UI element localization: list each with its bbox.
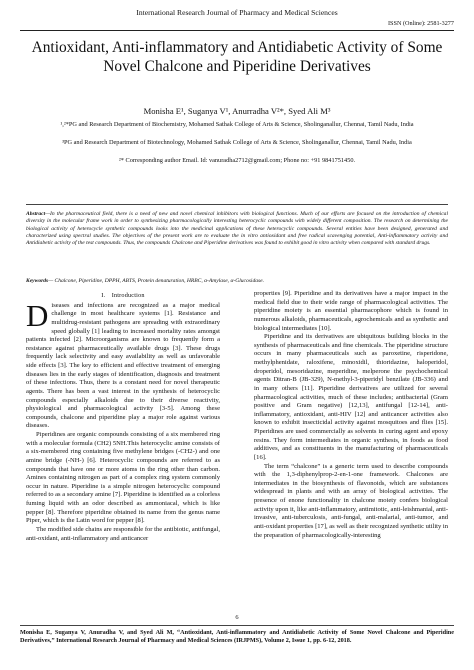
abstract <box>26 211 448 247</box>
affiliation-1: ¹,²*PG and Research Department of Biochemistry, Mohamed Sathak College of Arts & Science, Sholinganallur, Chennai, Tamil Nadu, India <box>60 121 414 128</box>
intro-paragraph-2: Piperidines are organic compounds consisting of a six membered ring with a molecular formula (CH2) 5NH.This heterocyclic amine consists of a six-membered ring containing five methylene bridges (-CH2-) and one amine bridge (-NH-) [6]. Heterocyclic compounds are referred to as compounds that have one or more atoms in the ring other than carbon. Amines containing nitrogen as part of a complex ring system commonly occur in nature. Piperidine is a simple nitrogen heterocyclic compound referred to as a secondary amine [7]. Piperidine is identified as a colorless fuming liquid with an odor described as ammoniacal, which is like pepper [8]. Therefore piperidine obtained its name from the genus name Piper, which is the Latin word for pepper [8]. <box>26 431 220 525</box>
intro-paragraph-1 <box>26 297 220 431</box>
keywords-label: Keywords <box>26 278 49 284</box>
section-heading-introduction: I. Introduction <box>101 292 145 299</box>
author-list: Monisha E¹, Suganya V¹, Anurradha V²*, Syed Ali M³ <box>143 106 331 116</box>
issn: ISSN (Online): 2581-3277 <box>388 20 454 27</box>
affiliation-2: ³PG and Research Department of Biotechnology, Mohamed Sathak College of Arts & Science, Sholinganallur, Chennai, Tamil Nadu, India <box>62 139 412 146</box>
citation-footer: Monisha E, Suganya V, Anuradha V, and Syed Ali M, “Antioxidant, Anti-inflammatory and Antidiabetic Activity of Some Novel Chalcone and Piperidine Derivatives,” International Research Journal of Pharmacy and Medical Sciences (IRJPMS), Volume 2, Issue 1, pp. 6-12, 2018. <box>20 629 454 645</box>
right-paragraph-3: The term “chalcone” is a generic term used to describe compounds with the 1,3-diphenylprop-2-en-1-one framework. Chalcones are intermediates in the biosynthesis of flavonoids, which are substances widespread in plants and with an array of biological activities. The presence of enone functionality in chalcone moiety confers biological activity upon it, like anti-inflammatory, antimitotic, anti-leishmanial, anti-invasive, anti-tuberculosis, anti-fungal, anti-malarial, anti-tumor, and anti-oxidant properties [17], as well as their recognized synthetic utility in the preparation of pharmacologically-interesting <box>254 462 448 539</box>
page-number: 6 <box>235 614 239 621</box>
journal-name: International Research Journal of Pharmacy and Medical Sciences <box>136 8 338 17</box>
abstract-label: Abstract <box>26 211 46 217</box>
intro-paragraph-1-text: iseases and infections are recognized as a major medical challenge in most healthcare systems [1]. Resistance and multidrug-resistant pathogens are spreading with extraordinary speed globally [1] leading to increased mortality rates amongst patients infected [2]. Microorganisms are known to frequently form a resistance against pharmaceutically available drugs [3]. These drugs frequently lack selectivity and easy availability as well as unfavorable side effects [3]. The key to efficient and effective treatment of emerging diseases lies in the early stages of identification, diagnosis and treatment of these infections. Thus, there is a constant need for novel therapeutic agents. There has been a vast interest in the synthesis of heterocyclic compounds especially alkaloids due to their diverse reactivity, physiological and pharmacological activity [3-5]. Among these compounds, chalcone and piperidine play a major role against various diseases. <box>26 301 220 430</box>
right-paragraph-1: properties [9]. Piperidine and its derivatives have a major impact in the medical field due to their wide range of pharmacological activities. The piperidine moiety is an essential pharmacophore which is found in numerous alkaloids, pharmaceuticals, agrochemicals and as synthetic and biological intermediates [10]. <box>254 290 448 332</box>
paper-title: Antioxidant, Anti-inflammatory and Antidiabetic Activity of Some Novel Chalcone and Piperidine Derivatives <box>31 39 443 75</box>
abstract-rule <box>26 204 448 205</box>
keywords-text: — Chalcone, Piperidine, DPPH, ABTS, Protein denaturation, HRBC, α-Amylase, α-Glucosidase. <box>48 278 265 284</box>
citation-rule <box>20 625 454 626</box>
right-column <box>254 290 448 540</box>
abstract-text: —In the pharmaceutical field, there is a need of new and novel chemical inhibitors with biological functions. Much of our efforts are focused on the introduction of chemical diversity in the molecular frame work in order to synthesizing pharmacologically interesting heterocyclic compounds with widely different composition. The research on determining the biological activity of heterocycle synthetic compounds looks into the medicinal applications of these heterocyclic compounds. Several entities have been designed, generated and characterized using spectral studies. The objectives of the present work are to evaluate the in vitro antioxidant and free radical scavenging potential, Anti-inflammatory activity and Antidiabetic activity of the test compounds. Thus, the compounds Chalcone and Piperidine derivatives was found to exhibit good in vitro activity when compared with standard drugs. <box>26 211 448 247</box>
right-paragraph-2: Piperidine and its derivatives are ubiquitous building blocks in the synthesis of pharmaceuticals and fine chemicals. The piperidine structure occurs in many pharmaceuticals such as paroxetine, risperidone, methylphenidate, raloxifene, minoxidil, thioridazine, haloperidol, droperidol, mesoridazine, meperidine, melperone the psychochemical agents Ditran-B (JB-329), N-methyl-3-piperidyl benzilate (JB-336) and in many others [11]. Piperidine derivatives are utilized for several pharmacological activities, much of these includes; antibacterial (Gram positive and Gram negative) [12,13], antifungal [12-14], anti-inflammatory, antioxidant, anti-HIV [12] and anticancer activities also known to exhibit insecticidal activity against mosquitoes and flies [15]. Piperidines are used commercially as solvents in curing agent and epoxy resins. They form intermediates in organic synthesis, in foods as food additives, and as constituents in the manufacturing of pharmaceuticals [16]. <box>254 333 448 461</box>
intro-paragraph-3: The modified side chains are responsible for the antibiotic, antifungal, anti-oxidant, anti-inflammatory and anticancer <box>26 525 220 542</box>
keywords <box>26 278 448 284</box>
drop-cap: D <box>26 297 49 333</box>
corresponding-author: ²* Corresponding author Email. Id: vanuradha2712@gmail.com; Phone no: +91 9841751450. <box>118 157 356 164</box>
left-column <box>26 290 220 543</box>
header-rule <box>20 30 454 31</box>
